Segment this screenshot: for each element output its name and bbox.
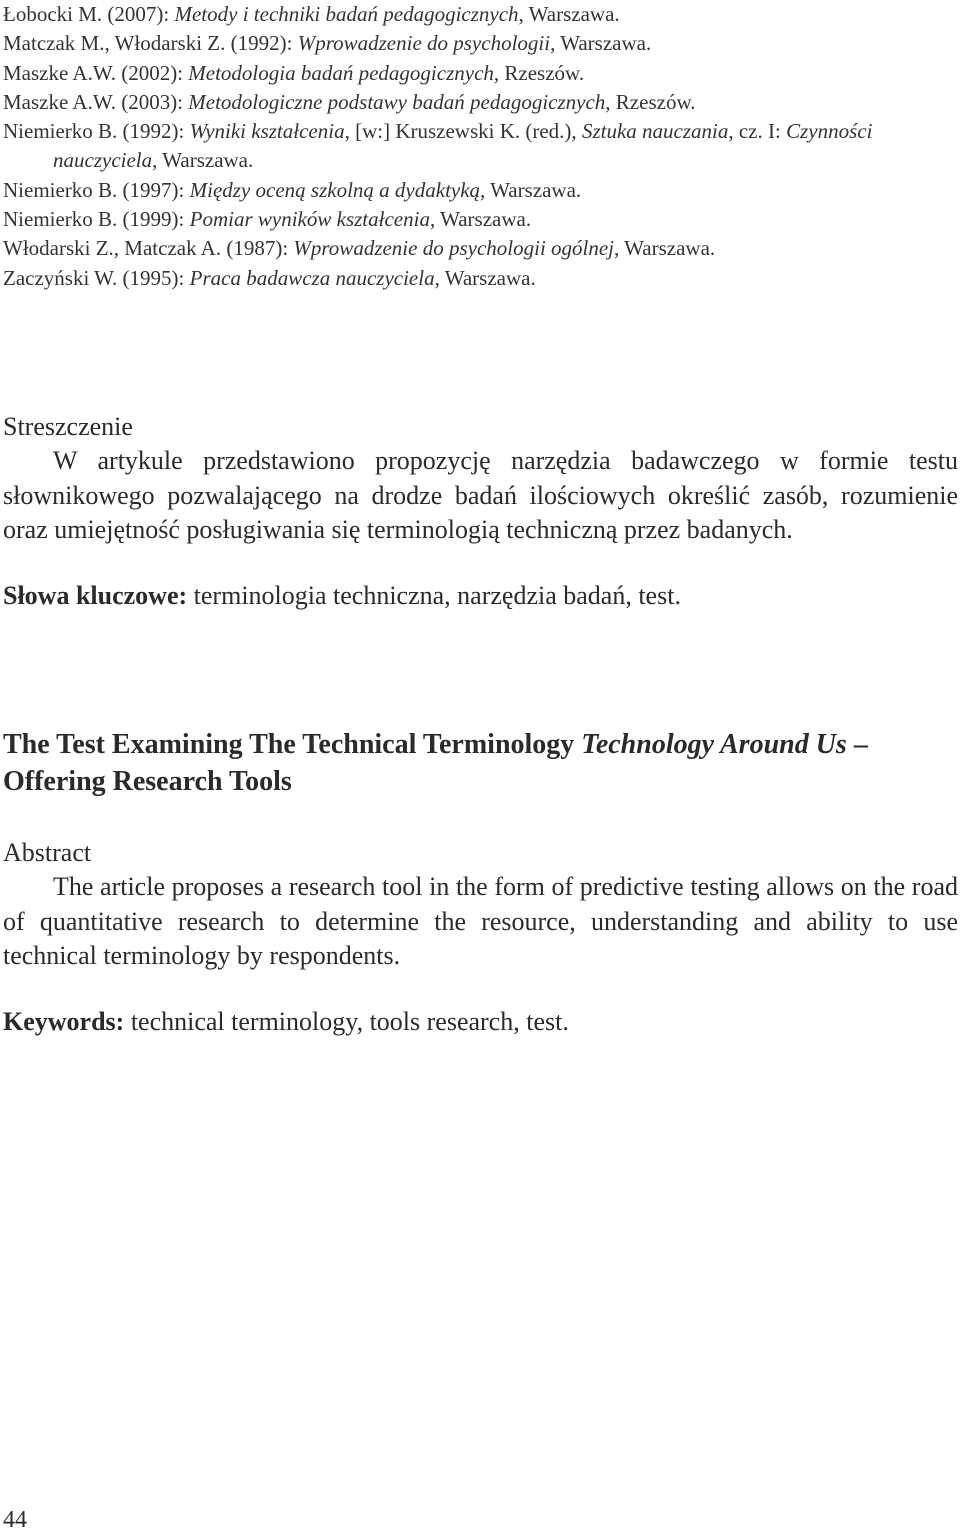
reference-list [3,0,958,293]
reference-author: Włodarski Z., Matczak A. (1987): [3,236,294,261]
streszczenie-heading: Streszczenie [3,412,133,441]
reference-place: , Warszawa. [614,236,716,261]
reference-title: Metody i techniki badań pedagogicznych [174,2,519,26]
reference-item [3,59,958,88]
reference-author: Maszke A.W. (2002): [3,60,189,85]
reference-title: Metodologiczne podstawy badań pedagogicznych [188,89,606,114]
reference-author: Niemierko B. (1992): [3,119,190,144]
reference-place: , [w:] Kruszewski K. (red.), [344,119,582,144]
english-keywords [3,1005,958,1039]
reference-title: Między oceną szkolną a dydaktyką [189,177,481,202]
polish-abstract [3,410,958,613]
reference-place: , Warszawa. [550,31,652,56]
reference-place: , Warszawa. [429,207,532,232]
reference-item [3,29,958,58]
reference-title: Sztuka nauczania [581,119,729,144]
reference-place: , Warszawa. [518,2,620,26]
reference-item [3,88,958,117]
reference-place: , Warszawa. [434,265,536,290]
title-part: – Offering Research Tools [3,729,868,797]
page-number: 44 [3,1507,27,1533]
abstract-heading: Abstract [3,838,92,867]
reference-title: Praca badawcza nauczyciela [189,265,435,290]
reference-title: Metodologia badań pedagogicznych [188,60,494,85]
title-italic-part: Technology Around Us [581,729,847,760]
reference-place: , Rzeszów. [493,60,585,85]
reference-place: , Warszawa. [480,177,582,202]
english-keywords-list: technical terminology, tools research, test. [124,1006,569,1036]
reference-author: Zaczyński W. (1995): [3,265,190,290]
reference-item [3,0,958,29]
polish-keywords [3,579,958,613]
reference-title: Pomiar wyników kształcenia [189,207,430,232]
reference-item [3,176,958,205]
english-abstract [3,836,958,1039]
polish-keywords-list: terminologia techniczna, narzędzia badań, test. [187,580,681,610]
reference-author: Niemierko B. (1997): [3,177,190,202]
polish-keywords-label: Słowa kluczowe: [3,580,188,610]
reference-title: Wprowadzenie do psychologii ogólnej [293,236,615,261]
reference-author: Łobocki M. (2007): [3,2,175,26]
reference-item [3,264,958,293]
reference-author: Maszke A.W. (2003): [3,89,189,114]
reference-title: Wyniki kształcenia [189,119,345,144]
reference-item [3,117,958,176]
streszczenie-text: W artykule przedstawiono propozycję narzędzia badawczego w formie testu słownikowego pozwalającego na drodze badań ilościowych określić zasób, rozumienie oraz umiejętność posługiwania się terminologią techniczną przez badanych. [3,446,958,544]
reference-item [3,234,958,263]
reference-author: Niemierko B. (1999): [3,207,190,232]
abstract-text: The article proposes a research tool in the form of predictive testing allows on the road of quantitative research to determine the resource, understanding and ability to use technical terminology by respondents. [3,872,958,970]
english-keywords-label: Keywords: [3,1006,125,1036]
reference-title: Czynności nauczyciela [53,119,873,173]
reference-title: Wprowadzenie do psychologii [297,31,551,56]
english-article-title [3,726,958,800]
reference-place: , cz. I: [728,119,787,144]
reference-item [3,205,958,234]
reference-author: Matczak M., Włodarski Z. (1992): [3,31,298,56]
reference-place: , Rzeszów. [605,89,696,114]
title-part: The Test Examining The Technical Terminology [3,729,582,760]
reference-place: , Warszawa. [152,148,254,173]
